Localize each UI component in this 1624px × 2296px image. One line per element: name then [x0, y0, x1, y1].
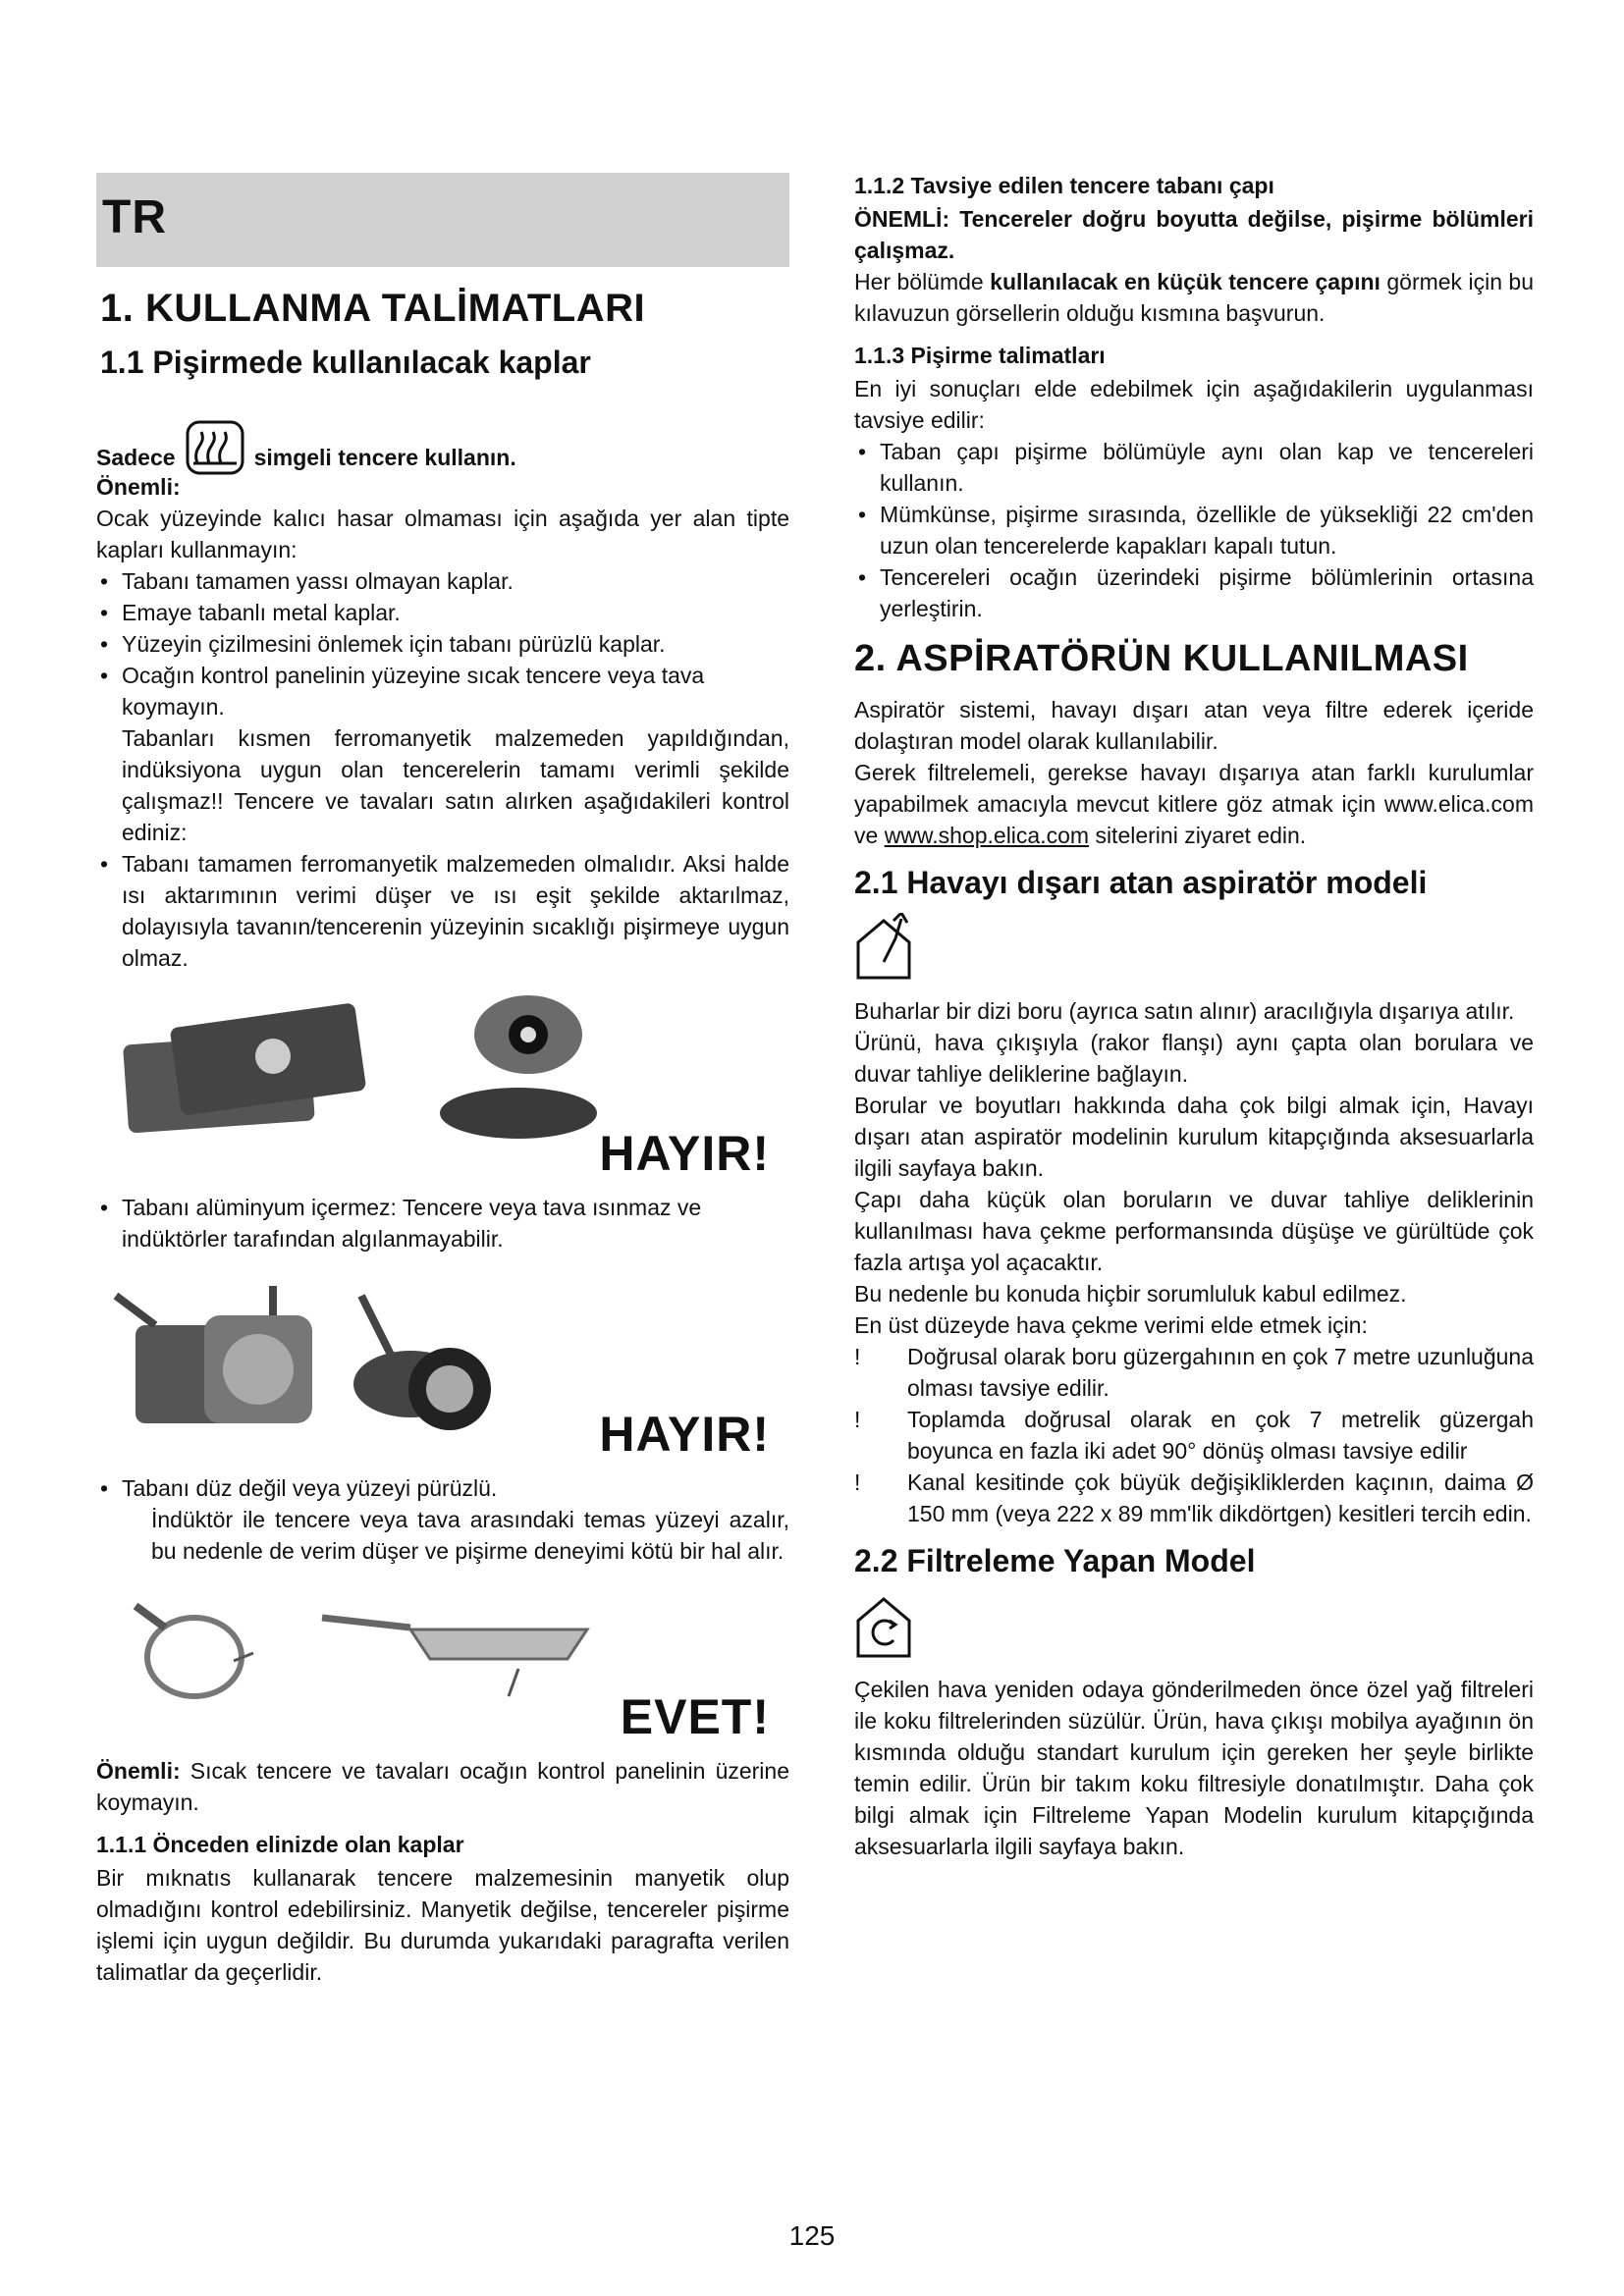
ducted-line: Ürünü, hava çıkışıyla (rakor flanşı) aynı çapta olan borulara ve duvar tahliye deliklerine bağlayın. — [854, 1030, 1534, 1087]
ducted-house-icon — [854, 913, 919, 982]
important-hot-note — [96, 1755, 789, 1818]
list-item: • Tabanı tamamen ferromanyetik malzemeden olmalıdır. Aksi halde ısı aktarımının verimi düşer ve ısı eşit şekilde aktarılmaz, dolayısıyla tavanın/tencerenin yüzeyinin sıcaklığı pişirmeye uygun olmaz. — [96, 848, 789, 974]
verdict-no-1: HAYIR! — [599, 1126, 770, 1181]
kits-text: Gerek filtrelemeli, gerekse havayı dışarıya atan farklı kurulumlar yapabilmek amacıyla mevcut kitlere göz atmak için — [854, 760, 1534, 817]
diameter-text-bold: kullanılacak en küçük tencere çapını — [990, 269, 1380, 294]
section-2-2-title: 2.2 Filtreleme Yapan Model — [854, 1543, 1256, 1578]
ducted-line: Buharlar bir dizi boru (ayrıca satın alınır) aracılığıyla dışarıya atılır. — [854, 998, 1515, 1024]
recirculation-house-icon — [854, 1591, 919, 1660]
efficiency-list — [854, 1341, 1534, 1529]
list-item: ! Doğrusal olarak boru güzergahının en çok 7 metre uzunluğuna olması tavsiye edilir. — [854, 1341, 1534, 1404]
cooking-intro: En iyi sonuçları elde edebilmek için aşağıdakilerin uygulanması tavsiye edilir: — [854, 376, 1534, 433]
list-item: • Taban çapı pişirme bölümüyle aynı olan kap ve tencereleri kullanın. — [854, 436, 1534, 499]
list-item: • Ocağın kontrol panelinin yüzeyine sıcak tencere veya tava koymayın. — [96, 660, 789, 722]
important-label-2: Önemli: — [96, 1758, 181, 1784]
ducted-line: Borular ve boyutları hakkında daha çok bilgi almak için, Havayı dışarı atan aspiratör modelinin kurulum kitapçığında aksesuarlarla ilgili sayfaya bakın. — [854, 1093, 1534, 1181]
kits-paragraph — [854, 757, 1534, 851]
aluminum-list — [96, 1192, 789, 1255]
list-item: • Yüzeyin çizilmesini önlemek için tabanı pürüzlü kaplar. — [96, 628, 789, 660]
section-1-1-1-title: 1.1.1 Önceden elinizde olan kaplar — [96, 1832, 464, 1857]
symbol-instruction — [96, 406, 789, 471]
ducted-line: Çapı daha küçük olan boruların ve duvar tahliye deliklerinin kullanılması hava çekme performansında düşüşe ve gürültüde çok fazla artışa yol açacaktır. — [854, 1187, 1534, 1275]
link-elica[interactable]: www.elica.com — [1383, 791, 1535, 817]
hood-intro: Aspiratör sistemi, havayı dışarı atan veya filtre ederek içeride dolaştıran model olarak kullanılabilir. — [854, 697, 1534, 754]
left-column — [96, 173, 789, 1988]
section-1-1-2-title: 1.1.2 Tavsiye edilen tencere tabanı çapı — [854, 173, 1274, 198]
list-item: ! Kanal kesitinde çok büyük değişikliklerden kaçının, daima Ø 150 mm (veya 222 x 89 mm'lik dikdörtgen) kesitleri tercih edin. — [854, 1467, 1534, 1529]
list-item: ! Toplamda doğrusal olarak en çok 7 metrelik güzergah boyunca en fazla iki adet 90° dönüş olması tavsiye edilir — [854, 1404, 1534, 1467]
diameter-text-c: görmek için bu kılavuzun görsellerin olduğu kısmına başvurun. — [854, 269, 1535, 326]
warning-list — [96, 565, 789, 722]
important-hot-text: Sıcak tencere ve tavaları ocağın kontrol panelinin üzerine koymayın. — [96, 1758, 789, 1815]
ferro-list — [96, 848, 789, 974]
list-item: • Emaye tabanlı metal kaplar. — [96, 597, 789, 628]
language-bar — [96, 173, 789, 267]
important-size-note: ÖNEMLİ: Tencereler doğru boyutta değilse, pişirme bölümleri çalışmaz. — [854, 206, 1534, 263]
list-item: • Mümkünse, pişirme sırasında, özellikle de yüksekliği 22 cm'den uzun olan tencerelerde kapakları kapalı tutun. — [854, 499, 1534, 561]
list-item: • Tabanı tamamen yassı olmayan kaplar. — [96, 565, 789, 597]
figure-griddle-no — [96, 995, 789, 1182]
existing-pans-paragraph: Bir mıknatıs kullanarak tencere malzemesinin manyetik olup olmadığını kontrol edebilirsiniz. Manyetik değilse, tencereler pişirme işlemi için uygun değildir. Bu durumda yukarıdaki paragrafta verilen talimatlar da geçerlidir. — [96, 1865, 789, 1985]
flat-list — [96, 1472, 789, 1504]
flat-paragraph: İndüktör ile tencere veya tava arasındaki temas yüzeyi azalır, bu nedenle de verim düşer ve pişirme deneyimi kötü bir hal alır. — [151, 1507, 789, 1564]
section-1-1-3-title: 1.1.3 Pişirme talimatları — [854, 343, 1106, 368]
link-shop-elica[interactable]: www.shop.elica.com — [884, 823, 1090, 848]
section-1-1-title: 1.1 Pişirmede kullanılacak kaplar — [100, 345, 591, 380]
cooking-list — [854, 436, 1534, 624]
important-label: Önemli: — [96, 474, 181, 500]
section-2-1-title: 2.1 Havayı dışarı atan aspiratör modeli — [854, 865, 1428, 900]
symbol-prefix: Sadece — [96, 445, 176, 470]
kits-and: ve — [854, 823, 879, 848]
filter-paragraph: Çekilen hava yeniden odaya gönderilmeden önce özel yağ filtreleri ile koku filtrelerinden süzülür. Ürün, hava çıkışı mobilya ayağının ön kısmında olduğu standart kurulum için gereken her şeyle birlikte temin edilir. Ürün bir takım koku filtresiyle donatılmıştır. Daha çok bilgi almak için Filtreleme Yapan Modelin kurulum kitapçığında aksesuarlarla ilgili sayfaya bakın. — [854, 1677, 1534, 1859]
ducted-line: En üst düzeyde hava çekme verimi elde etmek için: — [854, 1312, 1368, 1338]
list-item: • Tabanı düz değil veya yüzeyi pürüzlü. — [96, 1472, 789, 1504]
diameter-paragraph — [854, 266, 1534, 329]
ducted-line: Bu nedenle bu konuda hiçbir sorumluluk kabul edilmez. — [854, 1281, 1407, 1307]
induction-coil-icon — [178, 416, 252, 481]
verdict-no-2: HAYIR! — [599, 1407, 770, 1462]
right-column — [854, 173, 1534, 1862]
diameter-text-a: Her bölümde — [854, 269, 984, 294]
intro-paragraph: Ocak yüzeyinde kalıcı hasar olmaması için aşağıda yer alan tipte kapları kullanmayın: — [96, 506, 789, 562]
section-1-title: 1. KULLANMA TALİMATLARI — [100, 287, 646, 330]
list-item: • Tabanı alüminyum içermez: Tencere veya tava ısınmaz ve indüktörler tarafından algılanmayabilir. — [96, 1192, 789, 1255]
figure-flat-pan-yes — [96, 1588, 789, 1745]
verdict-yes: EVET! — [620, 1689, 770, 1744]
page-number: 125 — [788, 2220, 836, 2251]
section-2-title: 2. ASPİRATÖRÜN KULLANILMASI — [854, 638, 1469, 679]
language-tag: TR — [102, 191, 167, 243]
ferro-paragraph: Tabanları kısmen ferromanyetik malzemeden yapıldığından, indüksiyona uygun olan tencerelerin tamamı verimli şekilde çalışmaz!! Tencere ve tavaları satın alırken aşağıdakileri kontrol ediniz: — [122, 725, 789, 845]
kits-visit: sitelerini ziyaret edin. — [1095, 823, 1307, 848]
figure-grill-pans-no — [96, 1276, 789, 1463]
symbol-suffix: simgeli tencere kullanın. — [253, 445, 516, 470]
list-item: • Tencereleri ocağın üzerindeki pişirme bölümlerinin ortasına yerleştirin. — [854, 561, 1534, 624]
